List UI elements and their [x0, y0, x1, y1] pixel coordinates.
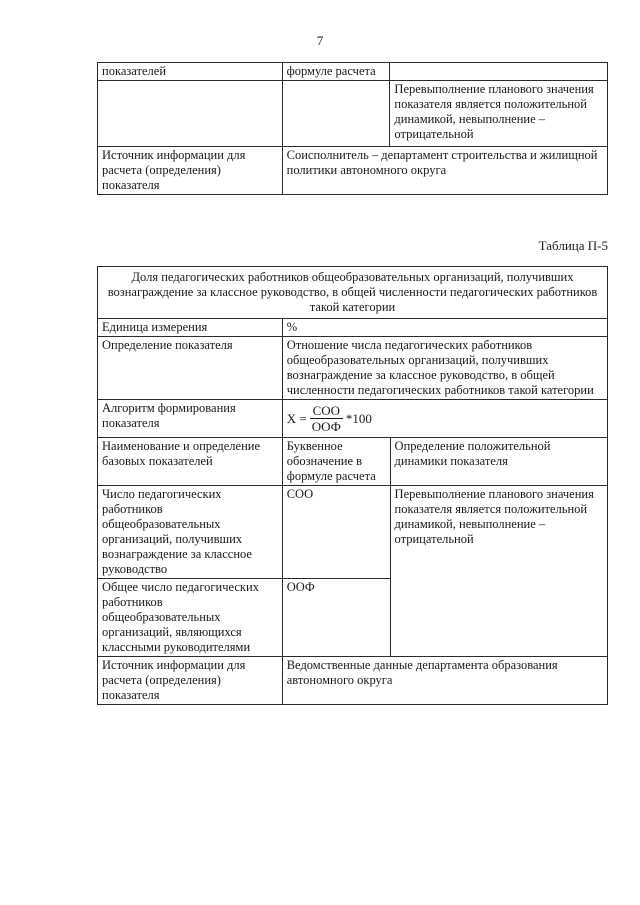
indicator-title: Доля педагогических работников общеобразовательных организаций, получивших вознаграждение за классное руководство, в общей численности педагогических работников такой категории [98, 267, 608, 319]
source-label: Источник информации для расчета (определения) показателя [98, 657, 283, 705]
formula [287, 401, 603, 436]
table-cell: формуле расчета [282, 63, 390, 81]
table-row [98, 657, 608, 705]
table-caption: Таблица П-5 [538, 238, 608, 253]
table-row [98, 400, 608, 438]
table-cell: показателей [98, 63, 283, 81]
table-cell [282, 81, 390, 147]
table-row [98, 147, 608, 195]
page-number: 7 [316, 33, 324, 48]
base-header-name: Наименование и определение базовых показателей [98, 438, 283, 486]
algorithm-label: Алгоритм формирования показателя [98, 400, 283, 438]
source-value: Ведомственные данные департамента образования автономного округа [282, 657, 607, 705]
table-row [98, 486, 608, 579]
base-header-code: Буквенное обозначение в формуле расчета [282, 438, 390, 486]
formula-lhs: X = [286, 411, 307, 426]
indicator-table-continued [97, 62, 608, 195]
table-row [98, 438, 608, 486]
base-header-dynamics: Определение положительной динамики показателя [390, 438, 607, 486]
formula-denominator: ООФ [311, 419, 341, 434]
definition-value: Отношение числа педагогических работников общеобразовательных организаций, получивших вознаграждение за классное руководство, в общей численности педагогических работников такой категории [282, 337, 607, 400]
table-row [98, 81, 608, 147]
unit-label: Единица измерения [98, 319, 283, 337]
table-cell [390, 63, 608, 81]
indicator-table-p5 [97, 266, 608, 705]
base-row-name: Общее число педагогических работников общеобразовательных организаций, являющихся классными руководителями [98, 579, 283, 657]
table-cell: Перевыполнение планового значения показателя является положительной динамикой, невыполнение – отрицательной [390, 81, 608, 147]
base-row-code: ООФ [282, 579, 390, 657]
source-label: Источник информации для расчета (определения) показателя [98, 147, 283, 195]
table-cell [98, 81, 283, 147]
table-row [98, 63, 608, 81]
formula-fraction [309, 403, 344, 434]
table-row [98, 337, 608, 400]
formula-numerator: СОО [310, 403, 343, 419]
base-row-code: СОО [282, 486, 390, 579]
source-value: Соисполнитель – департамент строительства и жилищной политики автономного округа [282, 147, 607, 195]
formula-cell [282, 400, 607, 438]
unit-value: % [282, 319, 607, 337]
table-row [98, 267, 608, 319]
base-row-name: Число педагогических работников общеобразовательных организаций, получивших вознаграждение за классное руководство [98, 486, 283, 579]
dynamics-value: Перевыполнение планового значения показателя является положительной динамикой, невыполнение – отрицательной [390, 486, 607, 657]
definition-label: Определение показателя [98, 337, 283, 400]
table-row [98, 319, 608, 337]
formula-suffix: *100 [345, 411, 372, 426]
